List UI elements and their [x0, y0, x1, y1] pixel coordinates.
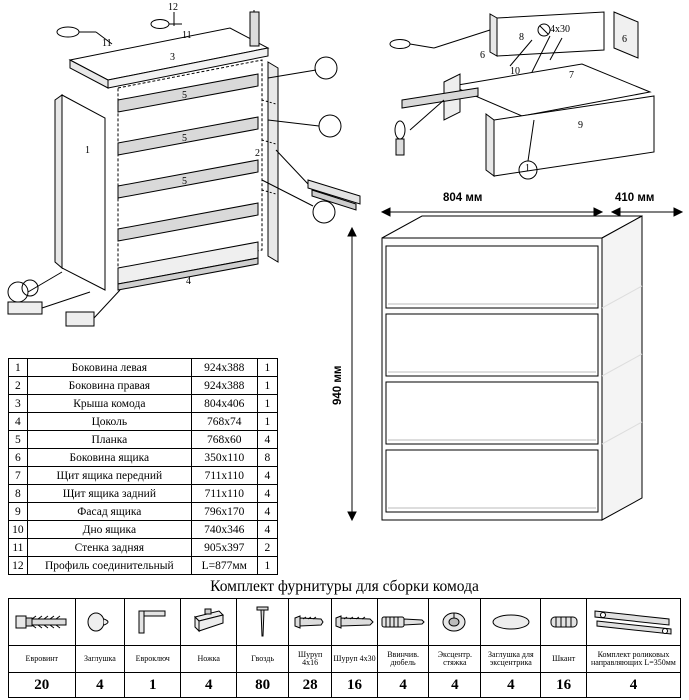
table-row	[9, 467, 278, 485]
allen-key-icon	[133, 607, 173, 637]
hardware-count-dowel: 4	[377, 673, 429, 698]
part-name: Крыша комода	[27, 395, 191, 413]
hardware-cell-foot	[181, 599, 237, 646]
hardware-count-dowel-pin: 16	[541, 673, 586, 698]
part-num: 4	[9, 413, 28, 431]
part-size: 796x170	[191, 503, 257, 521]
drawer-label-10: 10	[510, 66, 520, 77]
exploded-label-11-right: 11	[182, 30, 192, 41]
hardware-name-euro-screw: Евровинт	[9, 646, 76, 673]
hardware-icons-row	[9, 599, 681, 646]
hardware-name-dowel: Ввинчив. дюбель	[377, 646, 429, 673]
part-size: 350x110	[191, 449, 257, 467]
part-size: L=877мм	[191, 557, 257, 575]
exploded-label-5-a: 5	[182, 90, 187, 101]
exploded-label-12: 12	[168, 2, 178, 13]
part-qty: 1	[257, 395, 277, 413]
table-row	[9, 485, 278, 503]
part-size: 924x388	[191, 377, 257, 395]
drawer-label-4x30: 4х30	[550, 24, 570, 35]
part-num: 2	[9, 377, 28, 395]
hardware-table	[8, 598, 681, 698]
part-qty: 1	[257, 413, 277, 431]
hardware-count-screw-4x30: 16	[332, 673, 377, 698]
hardware-name-cam-cap: Заглушка для эксцентрика	[481, 646, 541, 673]
table-row	[9, 503, 278, 521]
hardware-count-screw-4x16: 28	[288, 673, 331, 698]
part-num: 11	[9, 539, 28, 557]
part-name: Щит ящика задний	[27, 485, 191, 503]
part-qty: 1	[257, 377, 277, 395]
euro-screw-icon	[14, 609, 70, 635]
hardware-cell-allen-key	[125, 599, 181, 646]
exploded-label-4: 4	[186, 276, 191, 287]
part-num: 8	[9, 485, 28, 503]
part-num: 1	[9, 359, 28, 377]
hardware-name-cam-lock: Эксцентр. стяжка	[429, 646, 481, 673]
hardware-count-nail: 80	[237, 673, 289, 698]
part-qty: 4	[257, 485, 277, 503]
part-name: Дно ящика	[27, 521, 191, 539]
table-row	[9, 539, 278, 557]
hardware-name-allen-key: Евроключ	[125, 646, 181, 673]
drawer-label-9: 9	[578, 120, 583, 131]
dowel-pin-icon	[547, 612, 581, 632]
hardware-cell-nail	[237, 599, 289, 646]
part-size: 711x110	[191, 467, 257, 485]
hardware-names-row	[9, 646, 681, 673]
hardware-name-screw-4x30: Шуруп 4х30	[332, 646, 377, 673]
part-name: Стенка задняя	[27, 539, 191, 557]
part-size: 740x346	[191, 521, 257, 539]
dimension-width-label: 804 мм	[443, 192, 483, 204]
drawer-label-7: 7	[569, 70, 574, 81]
drawer-detail-svg	[382, 0, 689, 185]
part-num: 7	[9, 467, 28, 485]
table-row	[9, 557, 278, 575]
hardware-cell-dowel	[377, 599, 429, 646]
hardware-name-nail: Гвоздь	[237, 646, 289, 673]
hardware-count-cam-cap: 4	[481, 673, 541, 698]
part-qty: 2	[257, 539, 277, 557]
hardware-cell-cam-lock	[429, 599, 481, 646]
hardware-name-screw-4x16: Шуруп 4х16	[288, 646, 331, 673]
part-num: 5	[9, 431, 28, 449]
part-qty: 4	[257, 503, 277, 521]
exploded-label-1: 1	[85, 145, 90, 156]
hardware-cell-screw-4x16	[288, 599, 331, 646]
exploded-label-5-c: 5	[182, 176, 187, 187]
part-qty: 1	[257, 359, 277, 377]
part-name: Профиль соединительный	[27, 557, 191, 575]
table-row	[9, 431, 278, 449]
hardware-name-cap: Заглушка	[75, 646, 125, 673]
part-qty: 4	[257, 467, 277, 485]
table-row	[9, 395, 278, 413]
nail-icon	[255, 605, 271, 639]
hardware-table-body	[9, 599, 681, 698]
part-name: Щит ящика передний	[27, 467, 191, 485]
hardware-cell-euro-screw	[9, 599, 76, 646]
exploded-label-5-b: 5	[182, 133, 187, 144]
part-name: Боковина правая	[27, 377, 191, 395]
part-qty: 4	[257, 431, 277, 449]
hardware-cell-cap	[75, 599, 125, 646]
dimensioned-chest-diagram	[330, 190, 689, 550]
hardware-count-euro-screw: 20	[9, 673, 76, 698]
part-num: 12	[9, 557, 28, 575]
hardware-name-dowel-pin: Шкант	[541, 646, 586, 673]
part-qty: 4	[257, 521, 277, 539]
drawer-label-6-right: 6	[622, 34, 627, 45]
exploded-cabinet-diagram	[0, 0, 380, 345]
drawer-detail-diagram	[382, 0, 689, 185]
table-row	[9, 413, 278, 431]
part-qty: 1	[257, 557, 277, 575]
dowel-icon	[380, 613, 426, 631]
foot-icon	[189, 607, 229, 637]
screw-4x16-icon	[293, 613, 327, 631]
hardware-cell-screw-4x30	[332, 599, 377, 646]
table-row	[9, 359, 278, 377]
parts-table	[8, 358, 278, 575]
drawer-slide-icon	[591, 605, 675, 639]
part-size: 711x110	[191, 485, 257, 503]
hardware-cell-dowel-pin	[541, 599, 586, 646]
hardware-counts-row	[9, 673, 681, 698]
cam-cap-icon	[489, 612, 533, 632]
hardware-cell-cam-cap	[481, 599, 541, 646]
dimensioned-chest-svg	[330, 190, 689, 550]
dimension-height-label: 940 мм	[332, 365, 344, 405]
part-num: 10	[9, 521, 28, 539]
part-num: 3	[9, 395, 28, 413]
part-size: 768x60	[191, 431, 257, 449]
part-size: 905x397	[191, 539, 257, 557]
part-name: Планка	[27, 431, 191, 449]
hardware-name-drawer-slide: Комплект роликовых направляющих L=350мм	[586, 646, 680, 673]
drawer-label-6-left: 6	[480, 50, 485, 61]
part-name: Фасад ящика	[27, 503, 191, 521]
part-qty: 8	[257, 449, 277, 467]
hardware-section-title: Комплект фурнитуры для сборки комода	[210, 578, 479, 595]
hardware-count-cam-lock: 4	[429, 673, 481, 698]
table-row	[9, 377, 278, 395]
table-row	[9, 449, 278, 467]
part-num: 6	[9, 449, 28, 467]
part-name: Цоколь	[27, 413, 191, 431]
cap-icon	[85, 609, 115, 635]
part-name: Боковина ящика	[27, 449, 191, 467]
hardware-count-allen-key: 1	[125, 673, 181, 698]
hardware-count-cap: 4	[75, 673, 125, 698]
part-size: 804x406	[191, 395, 257, 413]
exploded-label-3: 3	[170, 52, 175, 63]
part-size: 924x388	[191, 359, 257, 377]
part-name: Боковина левая	[27, 359, 191, 377]
drawer-label-8: 8	[519, 32, 524, 43]
hardware-name-foot: Ножка	[181, 646, 237, 673]
hardware-count-foot: 4	[181, 673, 237, 698]
exploded-label-11-left: 11	[102, 38, 112, 49]
dimension-depth-label: 410 мм	[615, 192, 655, 204]
drawer-label-1: 1	[525, 163, 530, 174]
part-num: 9	[9, 503, 28, 521]
cam-lock-icon	[438, 609, 472, 635]
screw-4x30-icon	[334, 613, 376, 631]
exploded-cabinet-svg	[0, 0, 380, 345]
exploded-label-2: 2	[255, 148, 260, 159]
hardware-cell-drawer-slide	[586, 599, 680, 646]
part-size: 768x74	[191, 413, 257, 431]
parts-table-body	[9, 359, 278, 575]
table-row	[9, 521, 278, 539]
hardware-count-drawer-slide: 4	[586, 673, 680, 698]
